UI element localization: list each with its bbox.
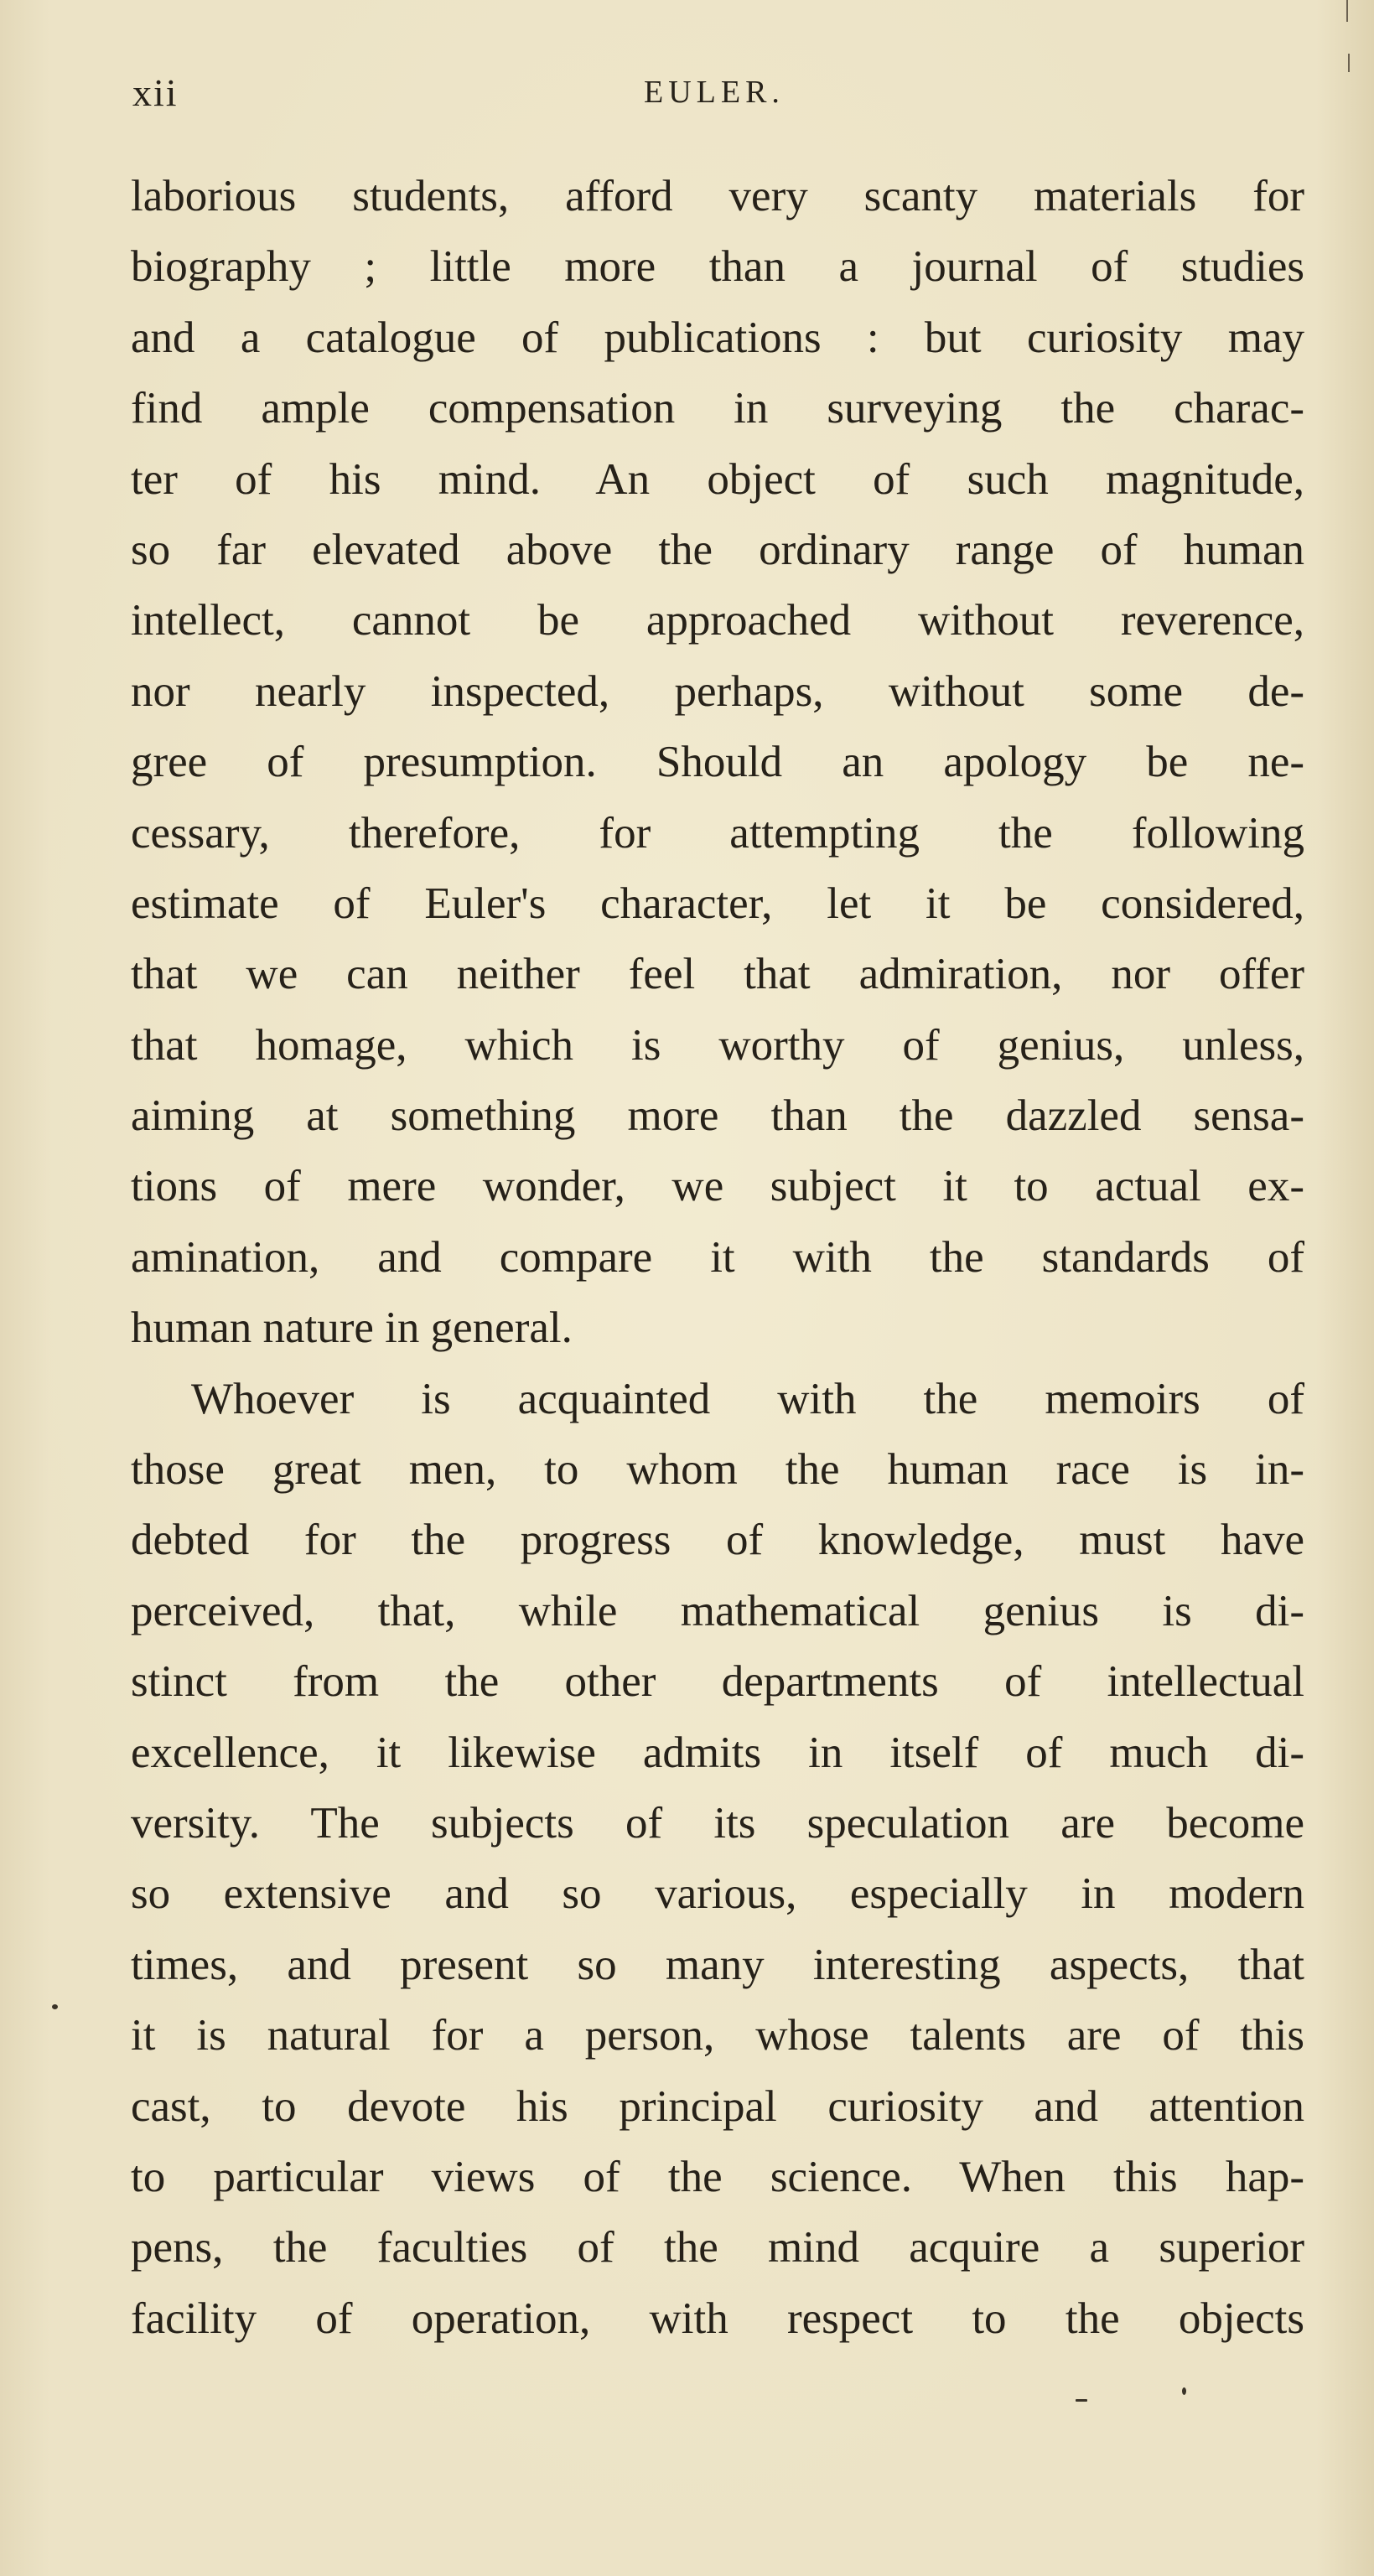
text-line: estimate of Euler's character, let it be considered, [131, 879, 1304, 928]
page-edge-mark [1348, 54, 1350, 72]
text-line: cast, to devote his principal curiosity and attention [131, 2081, 1304, 2131]
text-line: laborious students, afford very scanty materials for [131, 172, 1304, 220]
text-line: pens, the faculties of the mind acquire a superior [131, 2223, 1304, 2273]
text-line: and a catalogue of publications : but curiosity may [131, 313, 1304, 362]
ink-speck [1076, 2399, 1087, 2402]
text-line: it is natural for a person, whose talents are of this [131, 2011, 1304, 2060]
paragraph-first-line: Whoever is acquainted with the memoirs of [191, 1374, 1304, 1423]
running-head [132, 70, 1298, 121]
text-line: that homage, which is worthy of genius, unless, [131, 1020, 1304, 1070]
text-line: perceived, that, while mathematical genius is di- [131, 1586, 1304, 1635]
text-line: find ample compensation in surveying the charac- [131, 384, 1304, 433]
page-edge-mark [1346, 0, 1348, 22]
page-number: xii [132, 71, 179, 114]
text-line: aiming at something more than the dazzled sensa- [131, 1091, 1304, 1141]
text-line: amination, and compare it with the standards of [131, 1232, 1304, 1282]
text-line: tions of mere wonder, we subject it to actual ex- [131, 1162, 1304, 1211]
text-line: times, and present so many interesting aspects, that [131, 1940, 1304, 1989]
text-line: to particular views of the science. When this hap- [131, 2152, 1304, 2201]
text-line: biography ; little more than a journal of studies [131, 242, 1304, 292]
text-line: excellence, it likewise admits in itself of much di- [131, 1728, 1304, 1777]
text-line: gree of presumption. Should an apology be ne- [131, 738, 1304, 787]
text-line: debted for the progress of knowledge, must have [131, 1516, 1304, 1565]
text-line: cessary, therefore, for attempting the following [131, 808, 1304, 858]
text-line: facility of operation, with respect to the objects [131, 2294, 1304, 2343]
text-line: versity. The subjects of its speculation are become [131, 1798, 1304, 1848]
text-line: nor nearly inspected, perhaps, without some de- [131, 666, 1304, 716]
body-text [131, 161, 1304, 2354]
text-line: ter of his mind. An object of such magnitude, [131, 454, 1304, 504]
ink-speck [52, 2004, 58, 2009]
ink-speck [1182, 2387, 1186, 2395]
text-line: those great men, to whom the human race is in- [131, 1445, 1304, 1495]
text-line: that we can neither feel that admiration, nor offer [131, 950, 1304, 999]
text-line: stinct from the other departments of intellectual [131, 1657, 1304, 1707]
paragraph-last-line: human nature in general. [131, 1304, 573, 1353]
text-line: so far elevated above the ordinary range of human [131, 525, 1304, 574]
text-line: intellect, cannot be approached without reverence, [131, 596, 1304, 645]
running-title: EULER. [644, 75, 785, 110]
text-line: so extensive and so various, especially in modern [131, 1869, 1304, 1919]
